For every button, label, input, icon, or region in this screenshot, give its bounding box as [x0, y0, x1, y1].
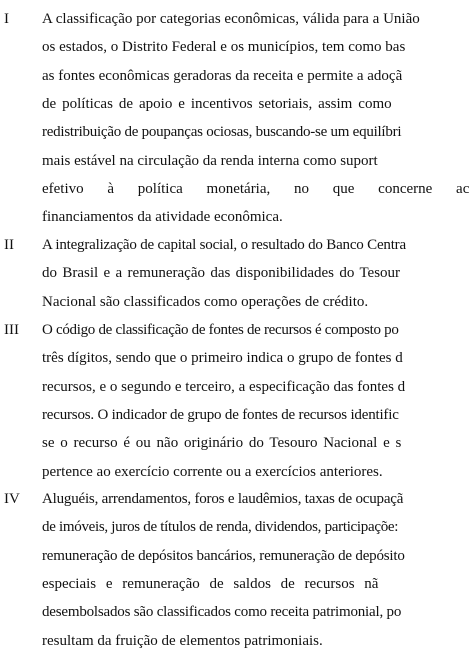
item-numeral: II [4, 237, 14, 253]
text-line: pertence ao exercício corrente ou a exercícios anteriores. [42, 463, 383, 480]
text-line: de imóveis, juros de títulos de renda, dividendos, participaçõe: [42, 519, 399, 536]
text-line: recursos, e o segundo e terceiro, a especificação das fontes d [42, 378, 406, 395]
text-line: financiamentos da atividade econômica. [42, 209, 283, 226]
text-line: resultam da fruição de elementos patrimoniais. [42, 632, 323, 649]
text-line: remuneração de depósitos bancários, remuneração de depósito [42, 547, 405, 564]
text-line: redistribuição de poupanças ociosas, buscando-se um equilíbri [42, 124, 402, 141]
text-line: A integralização de capital social, o resultado do Banco Centra [42, 237, 406, 253]
text-line: Nacional são classificados como operações de crédito. [42, 293, 369, 310]
text-line: Aluguéis, arrendamentos, foros e laudêmios, taxas de ocupaçã [42, 491, 404, 507]
text-line: se o recurso é ou não originário do Tesouro Nacional e s [42, 435, 402, 452]
text-line: recursos. O indicador de grupo de fontes de recursos identific [42, 406, 399, 423]
item-numeral: III [4, 322, 19, 338]
text-line: efetivo à política monetária, no que concerne ac [42, 180, 469, 197]
text-line: A classificação por categorias econômicas, válida para a União [42, 11, 420, 27]
text-line: especiais e remuneração de saldos de recursos nã [42, 575, 379, 592]
text-line: do Brasil e a remuneração das disponibilidades do Tesour [42, 265, 401, 282]
text-line: de políticas de apoio e incentivos setoriais, assim como [42, 95, 392, 112]
text-line: desembolsados são classificados como receita patrimonial, po [42, 604, 402, 621]
text-line: as fontes econômicas geradoras da receita e permite a adoçã [42, 67, 403, 84]
text-line: mais estável na circulação da renda interna como suport [42, 152, 378, 169]
item-numeral: I [4, 11, 9, 27]
text-line: três dígitos, sendo que o primeiro indica o grupo de fontes d [42, 350, 403, 367]
item-numeral: IV [4, 491, 20, 507]
text-line: O código de classificação de fontes de recursos é composto po [42, 322, 399, 338]
text-line: os estados, o Distrito Federal e os municípios, tem como bas [42, 39, 406, 56]
